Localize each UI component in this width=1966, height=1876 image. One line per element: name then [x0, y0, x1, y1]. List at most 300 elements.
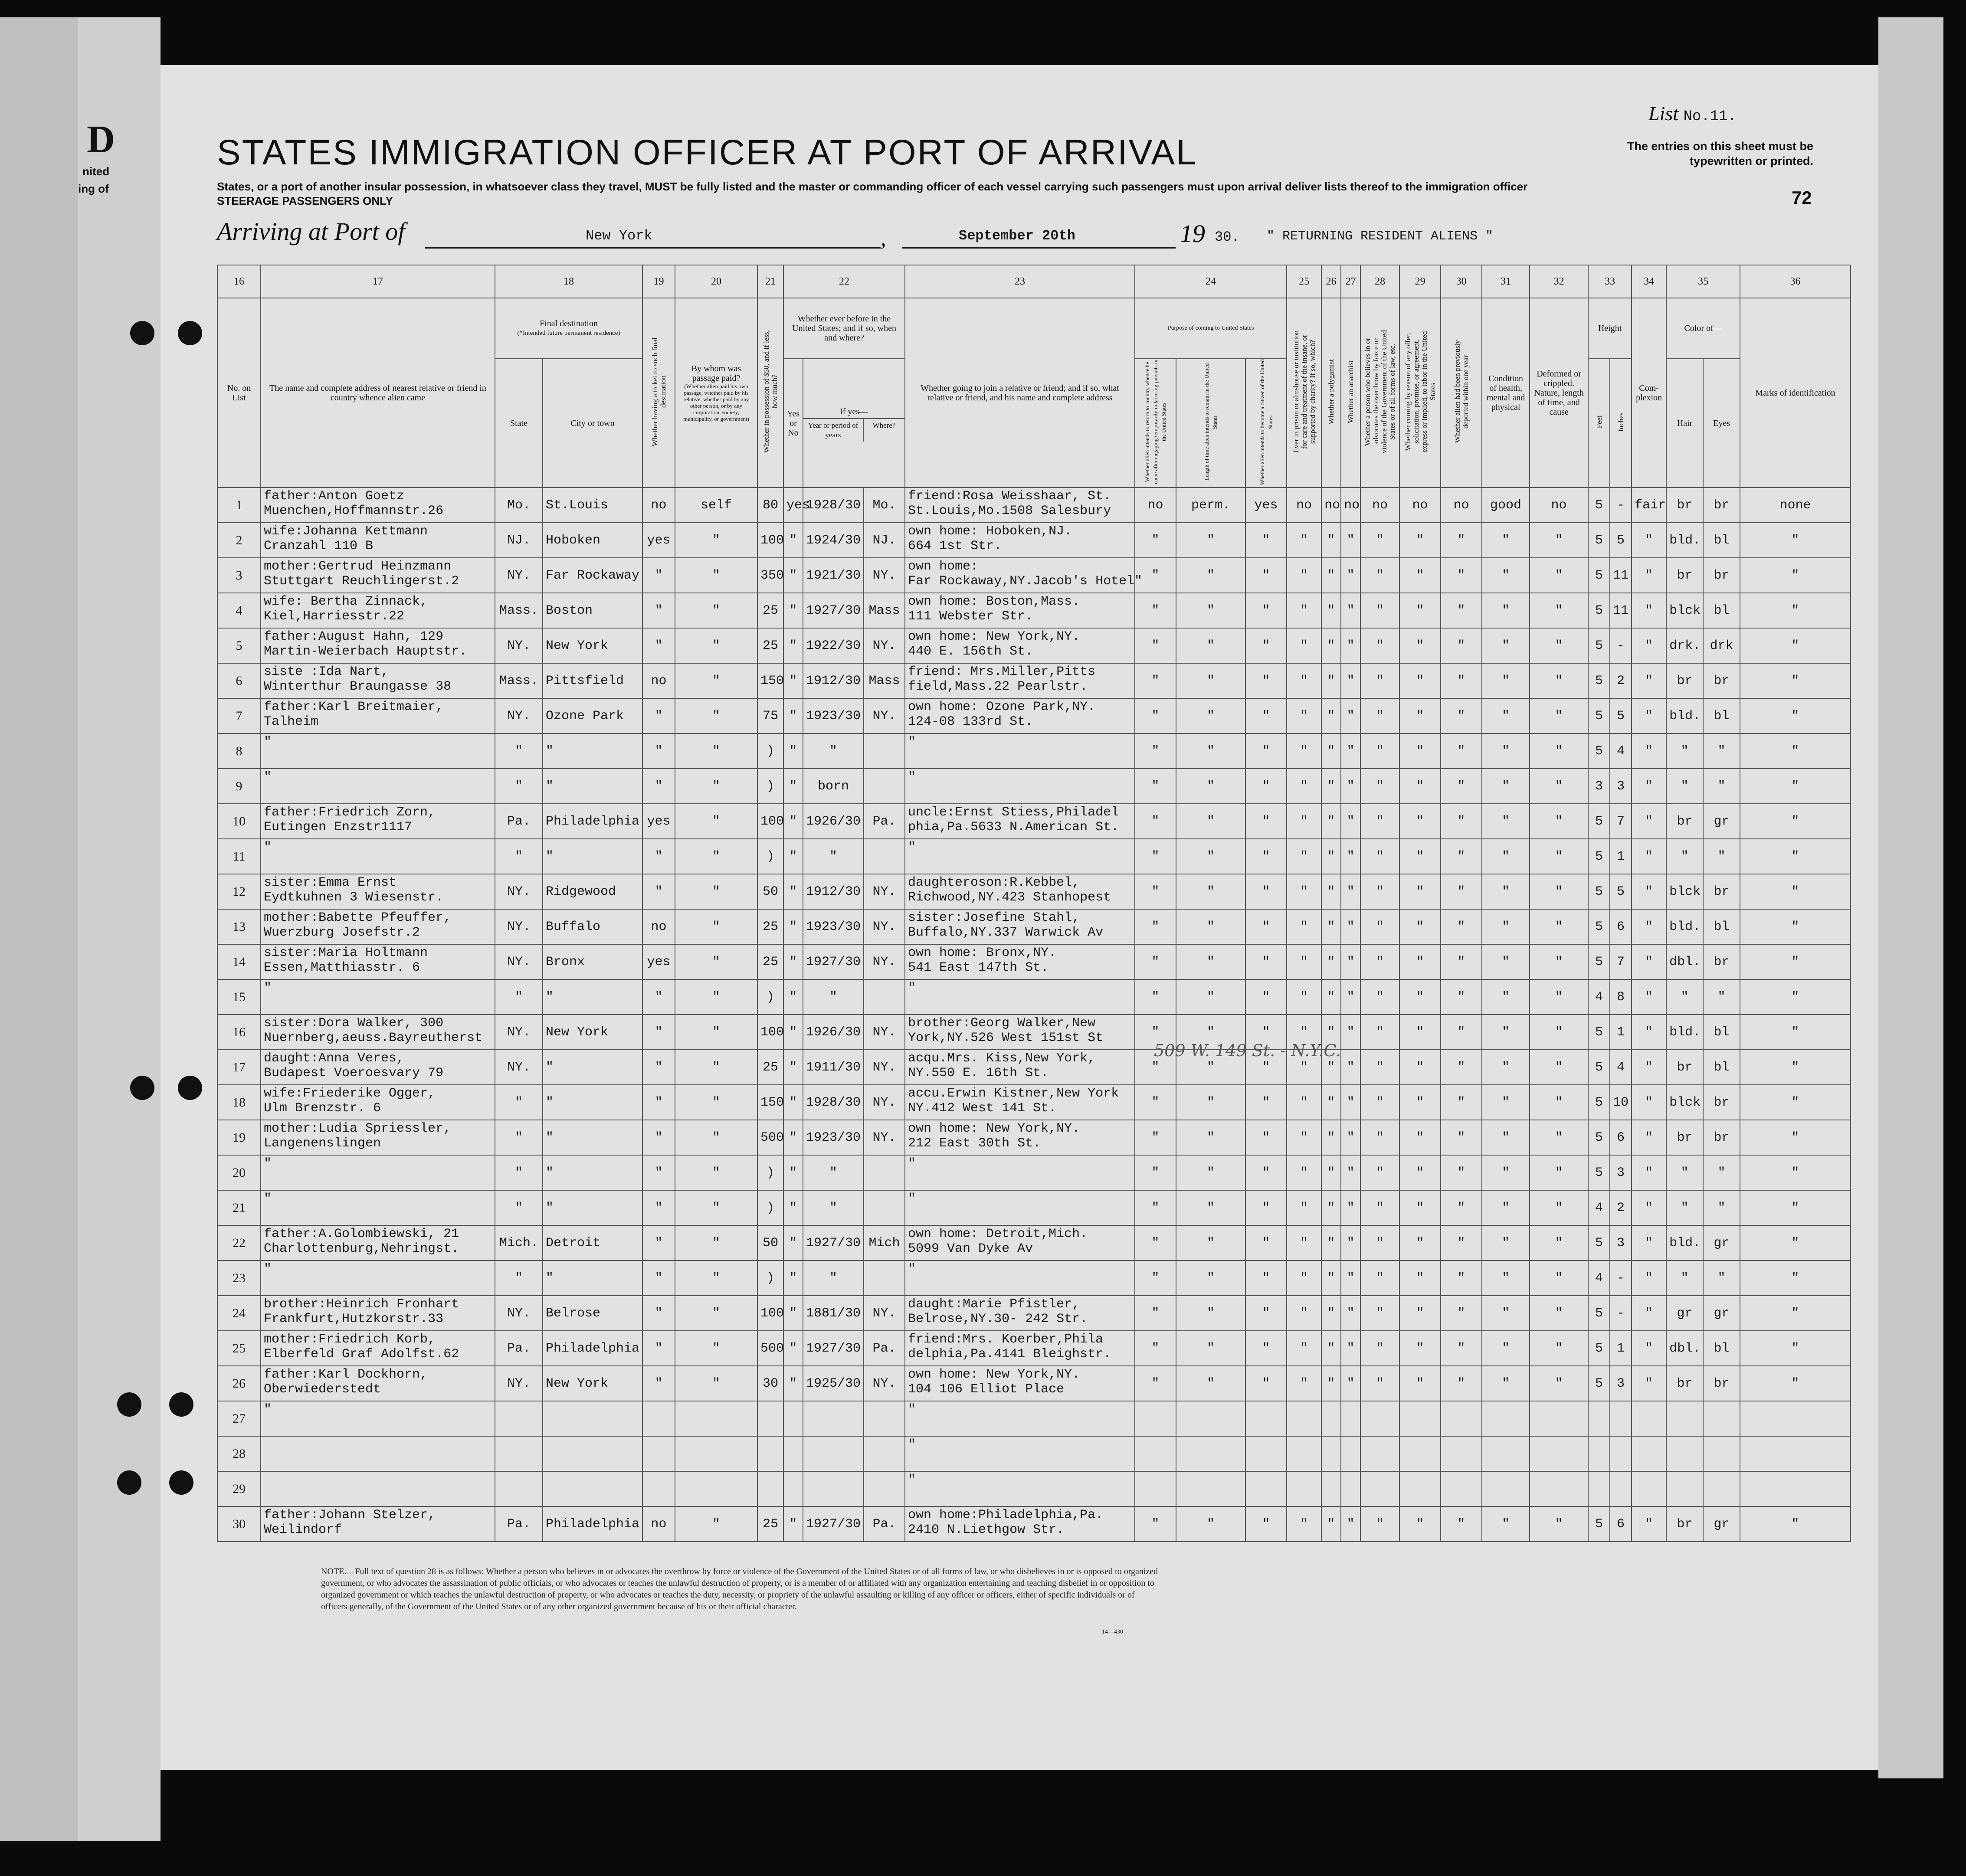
q25-cell: " [1287, 663, 1321, 698]
state-cell: NY. [495, 1296, 543, 1331]
arriving-label: Arriving at Port of [217, 217, 405, 246]
relative-cell-line-1: sister:Emma Ernst [264, 875, 397, 890]
q28-cell: " [1360, 1190, 1399, 1225]
ticket-cell: " [642, 733, 675, 769]
col-number: 30 [1441, 265, 1482, 298]
relative-cell [261, 1401, 495, 1436]
col-number: 19 [642, 265, 675, 298]
health-cell: " [1482, 1085, 1530, 1120]
before-yes-no-cell: " [783, 733, 803, 769]
row-number: 6 [217, 663, 261, 698]
deformed-cell: " [1530, 909, 1588, 944]
marks-cell: " [1740, 909, 1851, 944]
purpose-return-cell: " [1135, 1366, 1176, 1401]
feet-cell [1588, 1401, 1610, 1436]
eyes-cell: bl [1703, 909, 1740, 944]
years-cell: 1925/30 [803, 1366, 864, 1401]
q29-cell: " [1399, 874, 1441, 909]
joining-cell-line-2: delphia,Pa.4141 Bleighstr. [908, 1347, 1111, 1362]
joining-cell [905, 1436, 1135, 1471]
years-cell: 1927/30 [803, 1225, 864, 1260]
inches-cell: 4 [1610, 733, 1632, 769]
relative-cell-line-1: father:Karl Dockhorn, [264, 1367, 428, 1382]
polygamist-cell: " [1321, 1190, 1341, 1225]
complexion-cell: " [1632, 1296, 1666, 1331]
purpose-length-cell: " [1176, 663, 1245, 698]
state-cell: NY. [495, 909, 543, 944]
health-cell: " [1482, 1190, 1530, 1225]
state-cell: NY. [495, 1050, 543, 1085]
purpose-citizen-cell: " [1245, 698, 1287, 733]
purpose-return-cell: " [1135, 1506, 1176, 1542]
purpose-length-cell: " [1176, 1190, 1245, 1225]
marks-cell: " [1740, 558, 1851, 593]
where-cell [864, 1436, 905, 1471]
polygamist-cell: " [1321, 1331, 1341, 1366]
relative-cell-line-1: siste :Ida Nart, [264, 665, 389, 679]
health-cell: " [1482, 558, 1530, 593]
complexion-cell [1632, 1471, 1666, 1506]
before-yes-no-cell: " [783, 874, 803, 909]
eyes-cell: br [1703, 488, 1740, 523]
purpose-citizen-cell: " [1245, 1225, 1287, 1260]
before-yes-no-cell: " [783, 1296, 803, 1331]
hair-cell: " [1666, 839, 1703, 874]
q28-cell [1360, 1401, 1399, 1436]
q28-cell: " [1360, 979, 1399, 1015]
anarchist-cell [1341, 1471, 1360, 1506]
col-complexion: Com-plexion [1632, 298, 1666, 488]
complexion-cell [1632, 1401, 1666, 1436]
deformed-cell: " [1530, 1260, 1588, 1296]
joining-cell-line-2: York,NY.526 West 151st St [908, 1031, 1104, 1045]
q30-cell: " [1441, 663, 1482, 698]
purpose-citizen-cell: " [1245, 1190, 1287, 1225]
inches-cell: 10 [1610, 1085, 1632, 1120]
state-cell [495, 1436, 543, 1471]
anarchist-cell: " [1341, 909, 1360, 944]
anarchist-cell: " [1341, 1050, 1360, 1085]
state-cell: Pa. [495, 804, 543, 839]
eyes-cell: br [1703, 558, 1740, 593]
purpose-length-cell: " [1176, 874, 1245, 909]
q28-cell: " [1360, 1260, 1399, 1296]
feet-cell: 5 [1588, 523, 1610, 558]
paid-by-cell: self [675, 488, 757, 523]
purpose-return-cell: " [1135, 733, 1176, 769]
inches-cell: - [1610, 1296, 1632, 1331]
eyes-cell: gr [1703, 1225, 1740, 1260]
joining-cell-line-2: 111 Webster Str. [908, 609, 1033, 624]
where-cell [864, 979, 905, 1015]
purpose-length-cell [1176, 1401, 1245, 1436]
purpose-return-cell: " [1135, 1050, 1176, 1085]
health-cell: " [1482, 1155, 1530, 1190]
complexion-cell: " [1632, 979, 1666, 1015]
joining-cell [905, 769, 1135, 804]
row-number: 27 [217, 1401, 261, 1436]
feet-cell: 5 [1588, 944, 1610, 979]
anarchist-cell: " [1341, 804, 1360, 839]
feet-cell: 5 [1588, 593, 1610, 628]
deformed-cell [1530, 1471, 1588, 1506]
money-cell: ) [757, 1155, 783, 1190]
binder-hole [130, 1076, 154, 1100]
typewritten-note: The entries on this sheet must be typewritten or printed. [1627, 140, 1813, 167]
complexion-cell: " [1632, 733, 1666, 769]
table-row [217, 1155, 1851, 1190]
money-cell [757, 1436, 783, 1471]
q29-cell: " [1399, 1260, 1441, 1296]
eyes-cell [1703, 1436, 1740, 1471]
row-number: 8 [217, 733, 261, 769]
purpose-citizen-cell: " [1245, 839, 1287, 874]
q28-cell: " [1360, 909, 1399, 944]
hair-cell [1666, 1401, 1703, 1436]
years-cell: 1912/30 [803, 663, 864, 698]
city-cell: Pittsfield [543, 663, 642, 698]
col-number: 24 [1135, 265, 1287, 298]
q25-cell: " [1287, 769, 1321, 804]
paid-by-cell: " [675, 979, 757, 1015]
money-cell: 25 [757, 1050, 783, 1085]
joining-cell-line-1: sister:Josefine Stahl, [908, 910, 1080, 925]
table-row [217, 1015, 1851, 1050]
relative-cell-line-2: Talheim [264, 714, 319, 729]
inches-cell: - [1610, 488, 1632, 523]
col-where: Where? [872, 421, 896, 429]
binder-hole [117, 1392, 141, 1417]
joining-cell [905, 628, 1135, 663]
marks-cell: " [1740, 1120, 1851, 1155]
deformed-cell: " [1530, 1296, 1588, 1331]
q30-cell: " [1441, 1015, 1482, 1050]
col-number: 28 [1360, 265, 1399, 298]
relative-cell-line-1: wife:Friederike Ogger, [264, 1086, 436, 1101]
joining-cell-line-1: daught:Marie Pfistler, [908, 1297, 1080, 1312]
hair-cell: br [1666, 663, 1703, 698]
state-cell: " [495, 979, 543, 1015]
inches-cell: 1 [1610, 839, 1632, 874]
relative-cell [261, 1506, 495, 1542]
table-row [217, 1190, 1851, 1225]
q28-cell: " [1360, 804, 1399, 839]
joining-cell [905, 1120, 1135, 1155]
purpose-citizen-cell: " [1245, 1155, 1287, 1190]
q30-cell: " [1441, 1190, 1482, 1225]
joining-cell-line-2: 664 1st Str. [908, 539, 1002, 553]
joining-cell-line-1: accu.Erwin Kistner,New York [908, 1086, 1119, 1101]
returning-resident-remark: " RETURNING RESIDENT ALIENS " [1267, 229, 1494, 244]
joining-cell [905, 839, 1135, 874]
purpose-length-cell: perm. [1176, 488, 1245, 523]
health-cell: " [1482, 979, 1530, 1015]
joining-cell-line-2: " [908, 981, 916, 995]
purpose-return-cell: " [1135, 769, 1176, 804]
where-cell: Pa. [864, 1331, 905, 1366]
deformed-cell: " [1530, 1225, 1588, 1260]
deformed-cell: " [1530, 663, 1588, 698]
paid-by-cell: " [675, 698, 757, 733]
purpose-citizen-cell: " [1245, 1015, 1287, 1050]
q29-cell: " [1399, 558, 1441, 593]
hair-cell: bld. [1666, 698, 1703, 733]
q25-cell: " [1287, 944, 1321, 979]
relative-cell [261, 1471, 495, 1506]
column-number-row [217, 265, 1851, 298]
q29-cell: " [1399, 839, 1441, 874]
hair-cell [1666, 1471, 1703, 1506]
q29-cell: " [1399, 1190, 1441, 1225]
money-cell: ) [757, 769, 783, 804]
q25-cell: " [1287, 1050, 1321, 1085]
q25-cell [1287, 1471, 1321, 1506]
health-cell: " [1482, 944, 1530, 979]
polygamist-cell: " [1321, 1225, 1341, 1260]
joining-cell-line-2: NY.412 West 141 St. [908, 1101, 1057, 1116]
relative-cell-line-1: father:A.Golombiewski, 21 [264, 1227, 459, 1241]
anarchist-cell: " [1341, 1506, 1360, 1542]
joining-cell-line-2: 5099 Van Dyke Av [908, 1241, 1033, 1256]
hair-cell: bld. [1666, 1225, 1703, 1260]
hair-cell: br [1666, 558, 1703, 593]
before-yes-no-cell: " [783, 804, 803, 839]
city-cell: " [543, 1120, 642, 1155]
deformed-cell: " [1530, 1120, 1588, 1155]
inches-cell: 11 [1610, 558, 1632, 593]
inches-cell: 3 [1610, 1155, 1632, 1190]
purpose-return-cell: " [1135, 874, 1176, 909]
complexion-cell: " [1632, 944, 1666, 979]
hair-cell: br [1666, 1050, 1703, 1085]
hair-cell: br [1666, 488, 1703, 523]
purpose-length-cell: " [1176, 1260, 1245, 1296]
complexion-cell: " [1632, 839, 1666, 874]
state-cell: Mich. [495, 1225, 543, 1260]
binder-hole [169, 1470, 193, 1495]
table-row [217, 769, 1851, 804]
state-cell: " [495, 839, 543, 874]
years-cell: " [803, 1190, 864, 1225]
col-ticket: Whether having a ticket to such final destination [642, 298, 675, 488]
q29-cell: " [1399, 698, 1441, 733]
marks-cell: " [1740, 733, 1851, 769]
city-cell: " [543, 1155, 642, 1190]
purpose-citizen-cell: " [1245, 909, 1287, 944]
deformed-cell: " [1530, 1506, 1588, 1542]
money-cell: 100 [757, 1015, 783, 1050]
deformed-cell: " [1530, 593, 1588, 628]
q30-cell: " [1441, 1155, 1482, 1190]
where-cell: NJ. [864, 523, 905, 558]
q30-cell: " [1441, 523, 1482, 558]
purpose-length-cell: " [1176, 769, 1245, 804]
relative-cell-line-2: Weilindorf [264, 1522, 342, 1537]
years-cell: " [803, 979, 864, 1015]
marks-cell: " [1740, 1225, 1851, 1260]
health-cell [1482, 1401, 1530, 1436]
deformed-cell [1530, 1401, 1588, 1436]
marks-cell: " [1740, 944, 1851, 979]
relative-cell [261, 593, 495, 628]
col-relative: The name and complete address of nearest relative or friend in country whence alien came [261, 298, 495, 488]
row-number: 24 [217, 1296, 261, 1331]
q30-cell: " [1441, 1225, 1482, 1260]
polygamist-cell: " [1321, 698, 1341, 733]
money-cell: 25 [757, 628, 783, 663]
eyes-cell: " [1703, 1190, 1740, 1225]
state-cell: Pa. [495, 1506, 543, 1542]
relative-cell-line-1: mother:Friedrich Korb, [264, 1332, 436, 1347]
q30-cell: " [1441, 1296, 1482, 1331]
col-number: 35 [1666, 265, 1740, 298]
inches-cell: 7 [1610, 944, 1632, 979]
purpose-length-cell: " [1176, 1015, 1245, 1050]
purpose-length-cell: " [1176, 733, 1245, 769]
paid-by-cell: " [675, 1190, 757, 1225]
money-cell: 25 [757, 909, 783, 944]
purpose-return-cell: " [1135, 1296, 1176, 1331]
q28-cell: " [1360, 1085, 1399, 1120]
city-cell: Hoboken [543, 523, 642, 558]
marks-cell: " [1740, 804, 1851, 839]
where-cell: Pa. [864, 1506, 905, 1542]
ticket-cell: no [642, 909, 675, 944]
col-color-of: Color of— [1666, 298, 1740, 359]
final-destination-label: Final destination [540, 319, 598, 328]
relative-cell-line-1: father:Karl Breitmaier, [264, 700, 444, 714]
q30-cell: " [1441, 698, 1482, 733]
paid-by-cell: " [675, 593, 757, 628]
row-number: 30 [217, 1506, 261, 1542]
q30-cell: " [1441, 804, 1482, 839]
q29-cell [1399, 1471, 1441, 1506]
eyes-cell: br [1703, 663, 1740, 698]
ticket-cell: no [642, 1506, 675, 1542]
feet-cell: 5 [1588, 874, 1610, 909]
hair-cell: bld. [1666, 1015, 1703, 1050]
q30-cell: no [1441, 488, 1482, 523]
state-cell: Pa. [495, 1331, 543, 1366]
inches-cell: 5 [1610, 874, 1632, 909]
paid-by-cell: " [675, 804, 757, 839]
hair-cell: br [1666, 1366, 1703, 1401]
table-row [217, 558, 1851, 593]
anarchist-cell: " [1341, 593, 1360, 628]
ticket-cell [642, 1471, 675, 1506]
q25-cell: " [1287, 909, 1321, 944]
relative-cell-line-2: Wuerzburg Josefstr.2 [264, 925, 420, 940]
comma: , [881, 226, 886, 250]
polygamist-cell: " [1321, 628, 1341, 663]
state-cell: NY. [495, 628, 543, 663]
port-value: New York [586, 228, 652, 244]
anarchist-cell: " [1341, 1155, 1360, 1190]
col-number: 29 [1399, 265, 1441, 298]
col-health: Condition of health, mental and physical [1482, 298, 1530, 488]
complexion-cell: " [1632, 1050, 1666, 1085]
years-cell: 1923/30 [803, 1120, 864, 1155]
right-page-edge [1878, 17, 1943, 1778]
state-cell: Mo. [495, 488, 543, 523]
hair-cell [1666, 1436, 1703, 1471]
marks-cell [1740, 1436, 1851, 1471]
joining-cell [905, 593, 1135, 628]
col-passage-paid [675, 298, 757, 488]
before-yes-no-cell: " [783, 1225, 803, 1260]
marks-cell: none [1740, 488, 1851, 523]
feet-cell: 5 [1588, 1050, 1610, 1085]
complexion-cell [1632, 1436, 1666, 1471]
paid-by-cell: " [675, 769, 757, 804]
where-cell [864, 1190, 905, 1225]
city-cell: New York [543, 628, 642, 663]
row-number: 5 [217, 628, 261, 663]
before-yes-no-cell: " [783, 979, 803, 1015]
q28-cell: " [1360, 944, 1399, 979]
row-number: 11 [217, 839, 261, 874]
paid-by-cell: " [675, 1296, 757, 1331]
q28-cell: " [1360, 874, 1399, 909]
table-row [217, 488, 1851, 523]
years-cell: 1922/30 [803, 628, 864, 663]
q25-cell: " [1287, 979, 1321, 1015]
before-yes-no-cell: " [783, 1190, 803, 1225]
state-cell [495, 1401, 543, 1436]
col-no-on-list: No. on List [217, 298, 261, 488]
instruction-line: States, or a port of another insular possession, in whatsoever class they travel, MUST be fully listed and the master or commanding officer of each vessel carrying such passengers must upon arrival deliver lists thereof to the immigration officer [217, 180, 1528, 193]
q28-cell: " [1360, 558, 1399, 593]
anarchist-cell: " [1341, 523, 1360, 558]
row-number: 4 [217, 593, 261, 628]
col-29: Whether coming by reason of any offer, solicitation, promise, or agreement, express or implied, to labor in the United States [1399, 298, 1441, 488]
ticket-cell: " [642, 628, 675, 663]
row-number: 29 [217, 1471, 261, 1506]
city-cell: " [543, 769, 642, 804]
joining-cell [905, 1190, 1135, 1225]
health-cell: " [1482, 733, 1530, 769]
left-page-fragment: ing of [78, 182, 109, 195]
q28-cell: " [1360, 593, 1399, 628]
purpose-length-cell: " [1176, 944, 1245, 979]
table-row [217, 523, 1851, 558]
inches-cell [1610, 1436, 1632, 1471]
ticket-cell: yes [642, 804, 675, 839]
paid-by-cell: " [675, 1260, 757, 1296]
col-number: 17 [261, 265, 495, 298]
row-number: 18 [217, 1085, 261, 1120]
joining-cell [905, 1155, 1135, 1190]
col-deformed: Deformed or crippled. Nature, length of time, and cause [1530, 298, 1588, 488]
table-row [217, 1331, 1851, 1366]
purpose-citizen-cell: " [1245, 874, 1287, 909]
q25-cell: " [1287, 1225, 1321, 1260]
table-row [217, 733, 1851, 769]
purpose-return-cell: " [1135, 839, 1176, 874]
ticket-cell: " [642, 874, 675, 909]
relative-cell-line-2: " [264, 1192, 272, 1206]
polygamist-cell: " [1321, 1015, 1341, 1050]
health-cell: " [1482, 628, 1530, 663]
anarchist-cell: " [1341, 1225, 1360, 1260]
polygamist-cell: " [1321, 944, 1341, 979]
money-cell: 500 [757, 1120, 783, 1155]
years-cell: 1926/30 [803, 1015, 864, 1050]
state-cell: Mass. [495, 593, 543, 628]
where-cell [864, 1155, 905, 1190]
col-marks: Marks of identification [1740, 298, 1851, 488]
relative-cell [261, 1366, 495, 1401]
